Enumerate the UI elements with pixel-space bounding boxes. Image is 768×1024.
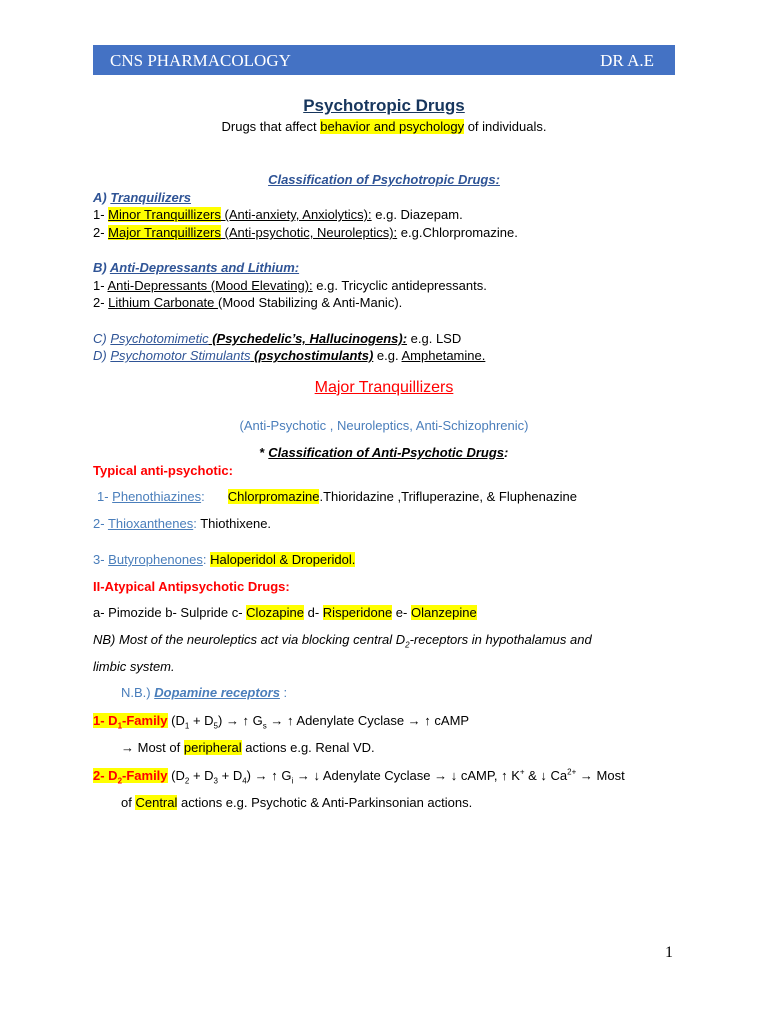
d2-s2: 2 xyxy=(184,776,190,786)
class-b xyxy=(93,260,299,275)
d2-t2: + D xyxy=(189,768,214,783)
b2-post: (Mood Stabilizing & Anti-Manic). xyxy=(218,295,403,310)
d1-rest2: → ↑ Adenylate Cyclase → ↑ cAMP xyxy=(266,713,470,728)
nb1-pre: NB) Most of the neuroleptics act via blocking central D xyxy=(93,632,406,647)
d1-continuation xyxy=(121,740,375,755)
d-label: Psychomotor Stimulants xyxy=(110,348,251,363)
t1-num: 1- xyxy=(97,489,113,504)
d2-hl-post: -Family xyxy=(122,768,168,783)
b1-label: Anti-Depressants (Mood Elevating): xyxy=(107,278,313,293)
a2-highlight: Major Tranquillizers xyxy=(108,225,221,240)
typical-3 xyxy=(93,552,355,567)
d2-t6: & ↓ Ca xyxy=(524,768,568,783)
d1-r1s: 1 xyxy=(184,721,190,731)
atypical-hl3: Olanzepine xyxy=(410,605,477,620)
antipsy-label: Classification of Anti-Psychotic Drugs xyxy=(268,445,505,460)
nb-line-1 xyxy=(93,632,592,650)
a1-num: 1- xyxy=(93,207,109,222)
class-b-prefix: B) xyxy=(93,260,110,275)
intro-post: of individuals. xyxy=(464,119,547,134)
d2-gi: i xyxy=(291,776,294,786)
d1-gs: s xyxy=(262,721,267,731)
d2-t4: ) → ↑ G xyxy=(246,768,292,783)
d2-t7: → Most xyxy=(576,768,625,783)
atypical-hl2: Risperidone xyxy=(322,605,393,620)
d1-r1: D xyxy=(175,713,185,728)
a2-post: e.g.Chlorpromazine. xyxy=(397,225,518,240)
d1-r2s: 5 xyxy=(213,721,218,731)
d2-hl-sub: 2 xyxy=(117,776,123,786)
nb-line-2: limbic system. xyxy=(93,659,175,674)
atypical-list xyxy=(93,605,477,620)
d1-cont-hl: peripheral xyxy=(183,740,242,755)
antipsychotic-heading xyxy=(0,445,768,460)
nb2-post: : xyxy=(279,685,288,700)
class-b-label: Anti-Depressants and Lithium: xyxy=(109,260,300,275)
class-d xyxy=(93,348,485,363)
nb2-label: Dopamine receptors xyxy=(154,685,280,700)
nb1-sub: 2 xyxy=(405,640,410,650)
d2-t5: → ↓ Adenylate Cyclase → ↓ cAMP, ↑ K xyxy=(293,768,520,783)
nb-dopamine xyxy=(121,685,287,700)
b1-num: 1- xyxy=(93,278,108,293)
d2-ca: 2+ xyxy=(567,767,577,777)
page-number: 1 xyxy=(665,944,673,961)
antipsy-colon: : xyxy=(504,445,509,460)
d2-s4: 4 xyxy=(242,776,247,786)
d1-paren: ( xyxy=(167,713,176,728)
d1-hl-sub: 1 xyxy=(117,721,123,731)
class-a1 xyxy=(93,207,463,222)
a1-desc: (Anti-anxiety, Anxiolytics): xyxy=(220,207,372,222)
star: * xyxy=(259,445,269,460)
t3-num: 3- xyxy=(93,552,109,567)
t1-post: .Thioridazine ,Trifluperazine, & Fluphenazine xyxy=(319,489,577,504)
d-desc: (psychostimulants) xyxy=(250,348,374,363)
t2-num: 2- xyxy=(93,516,108,531)
b2-label: Lithium Carbonate xyxy=(108,295,219,310)
class-a-label: Tranquilizers xyxy=(110,190,192,205)
page-title: Psychotropic Drugs xyxy=(303,96,465,115)
d1-family xyxy=(93,713,470,731)
nb1-post: -receptors in hypothalamus and xyxy=(409,632,592,647)
class-b2 xyxy=(93,295,402,310)
atypical-heading: II-Atypical Antipsychotic Drugs: xyxy=(93,579,290,594)
atypical-pre: a- Pimozide b- Sulpride c- xyxy=(93,605,247,620)
nb2-pre: N.B.) xyxy=(121,685,155,700)
typical-1 xyxy=(97,489,577,504)
class-a xyxy=(93,190,191,205)
t2-post: Thiothixene. xyxy=(196,516,272,531)
d1-hl: 1- D xyxy=(93,713,118,728)
d-prefix: D) xyxy=(93,348,111,363)
c-prefix: C) xyxy=(93,331,111,346)
d1-rest1: ) → ↑ G xyxy=(218,713,263,728)
c-desc: (Psychedelic’s, Hallucinogens): xyxy=(208,331,408,346)
class-c xyxy=(93,331,461,346)
typical-heading: Typical anti-psychotic: xyxy=(93,463,233,478)
b2-num: 2- xyxy=(93,295,109,310)
class-a-prefix: A) xyxy=(93,190,111,205)
a1-post: e.g. Diazepam. xyxy=(371,207,463,222)
intro-pre: Drugs that affect xyxy=(221,119,321,134)
a2-desc: (Anti-psychotic, Neuroleptics): xyxy=(220,225,398,240)
t3-colon: : xyxy=(202,552,211,567)
t1-highlight: Chlorpromazine xyxy=(227,489,320,504)
header-right: DR A.E xyxy=(600,51,654,70)
d2-cont-post: actions e.g. Psychotic & Anti-Parkinsonian actions. xyxy=(177,795,473,810)
t1-colon: : xyxy=(201,489,205,504)
d2-t1: (D xyxy=(167,768,185,783)
d1-plus: + D xyxy=(189,713,214,728)
t3-highlight: Haloperidol & Droperidol. xyxy=(210,552,356,567)
c-post: e.g. LSD xyxy=(407,331,462,346)
header-left: CNS PHARMACOLOGY xyxy=(110,51,291,70)
major-subheading: (Anti-Psychotic , Neuroleptics, Anti-Schizophrenic) xyxy=(239,418,529,433)
d2-hl: 2- D xyxy=(93,768,118,783)
d1-cont-post: actions e.g. Renal VD. xyxy=(241,740,375,755)
atypical-hl1: Clozapine xyxy=(246,605,304,620)
d-tail: Amphetamine. xyxy=(401,348,486,363)
b1-post: e.g. Tricyclic antidepressants. xyxy=(312,278,487,293)
a1-highlight: Minor Tranquillizers xyxy=(108,207,221,222)
classification-heading: Classification of Psychotropic Drugs: xyxy=(268,172,500,187)
a2-num: 2- xyxy=(93,225,109,240)
d2-family xyxy=(93,767,625,786)
d2-cont-pre: of xyxy=(121,795,136,810)
t2-colon: : xyxy=(193,516,197,531)
class-a2 xyxy=(93,225,518,240)
major-heading: Major Tranquillizers xyxy=(314,379,454,396)
class-b1 xyxy=(93,278,487,293)
t1-label: Phenothiazines xyxy=(112,489,202,504)
d2-continuation xyxy=(121,795,472,810)
intro-line xyxy=(0,119,768,134)
atypical-mid2: e- xyxy=(392,605,411,620)
typical-2 xyxy=(93,516,271,531)
d-post: e.g. xyxy=(373,348,402,363)
d2-cont-hl: Central xyxy=(135,795,178,810)
d2-kp: + xyxy=(519,767,525,777)
atypical-mid1: d- xyxy=(304,605,323,620)
d1-hl-post: -Family xyxy=(122,713,168,728)
d2-s3: 3 xyxy=(213,776,218,786)
intro-highlight: behavior and psychology xyxy=(320,119,465,134)
d1-cont-pre: → Most of xyxy=(121,740,184,755)
t2-label: Thioxanthenes xyxy=(107,516,194,531)
c-label: Psychotomimetic xyxy=(110,331,209,346)
d2-t3: + D xyxy=(218,768,243,783)
t3-label: Butyrophenones xyxy=(108,552,203,567)
page-header xyxy=(93,45,675,75)
